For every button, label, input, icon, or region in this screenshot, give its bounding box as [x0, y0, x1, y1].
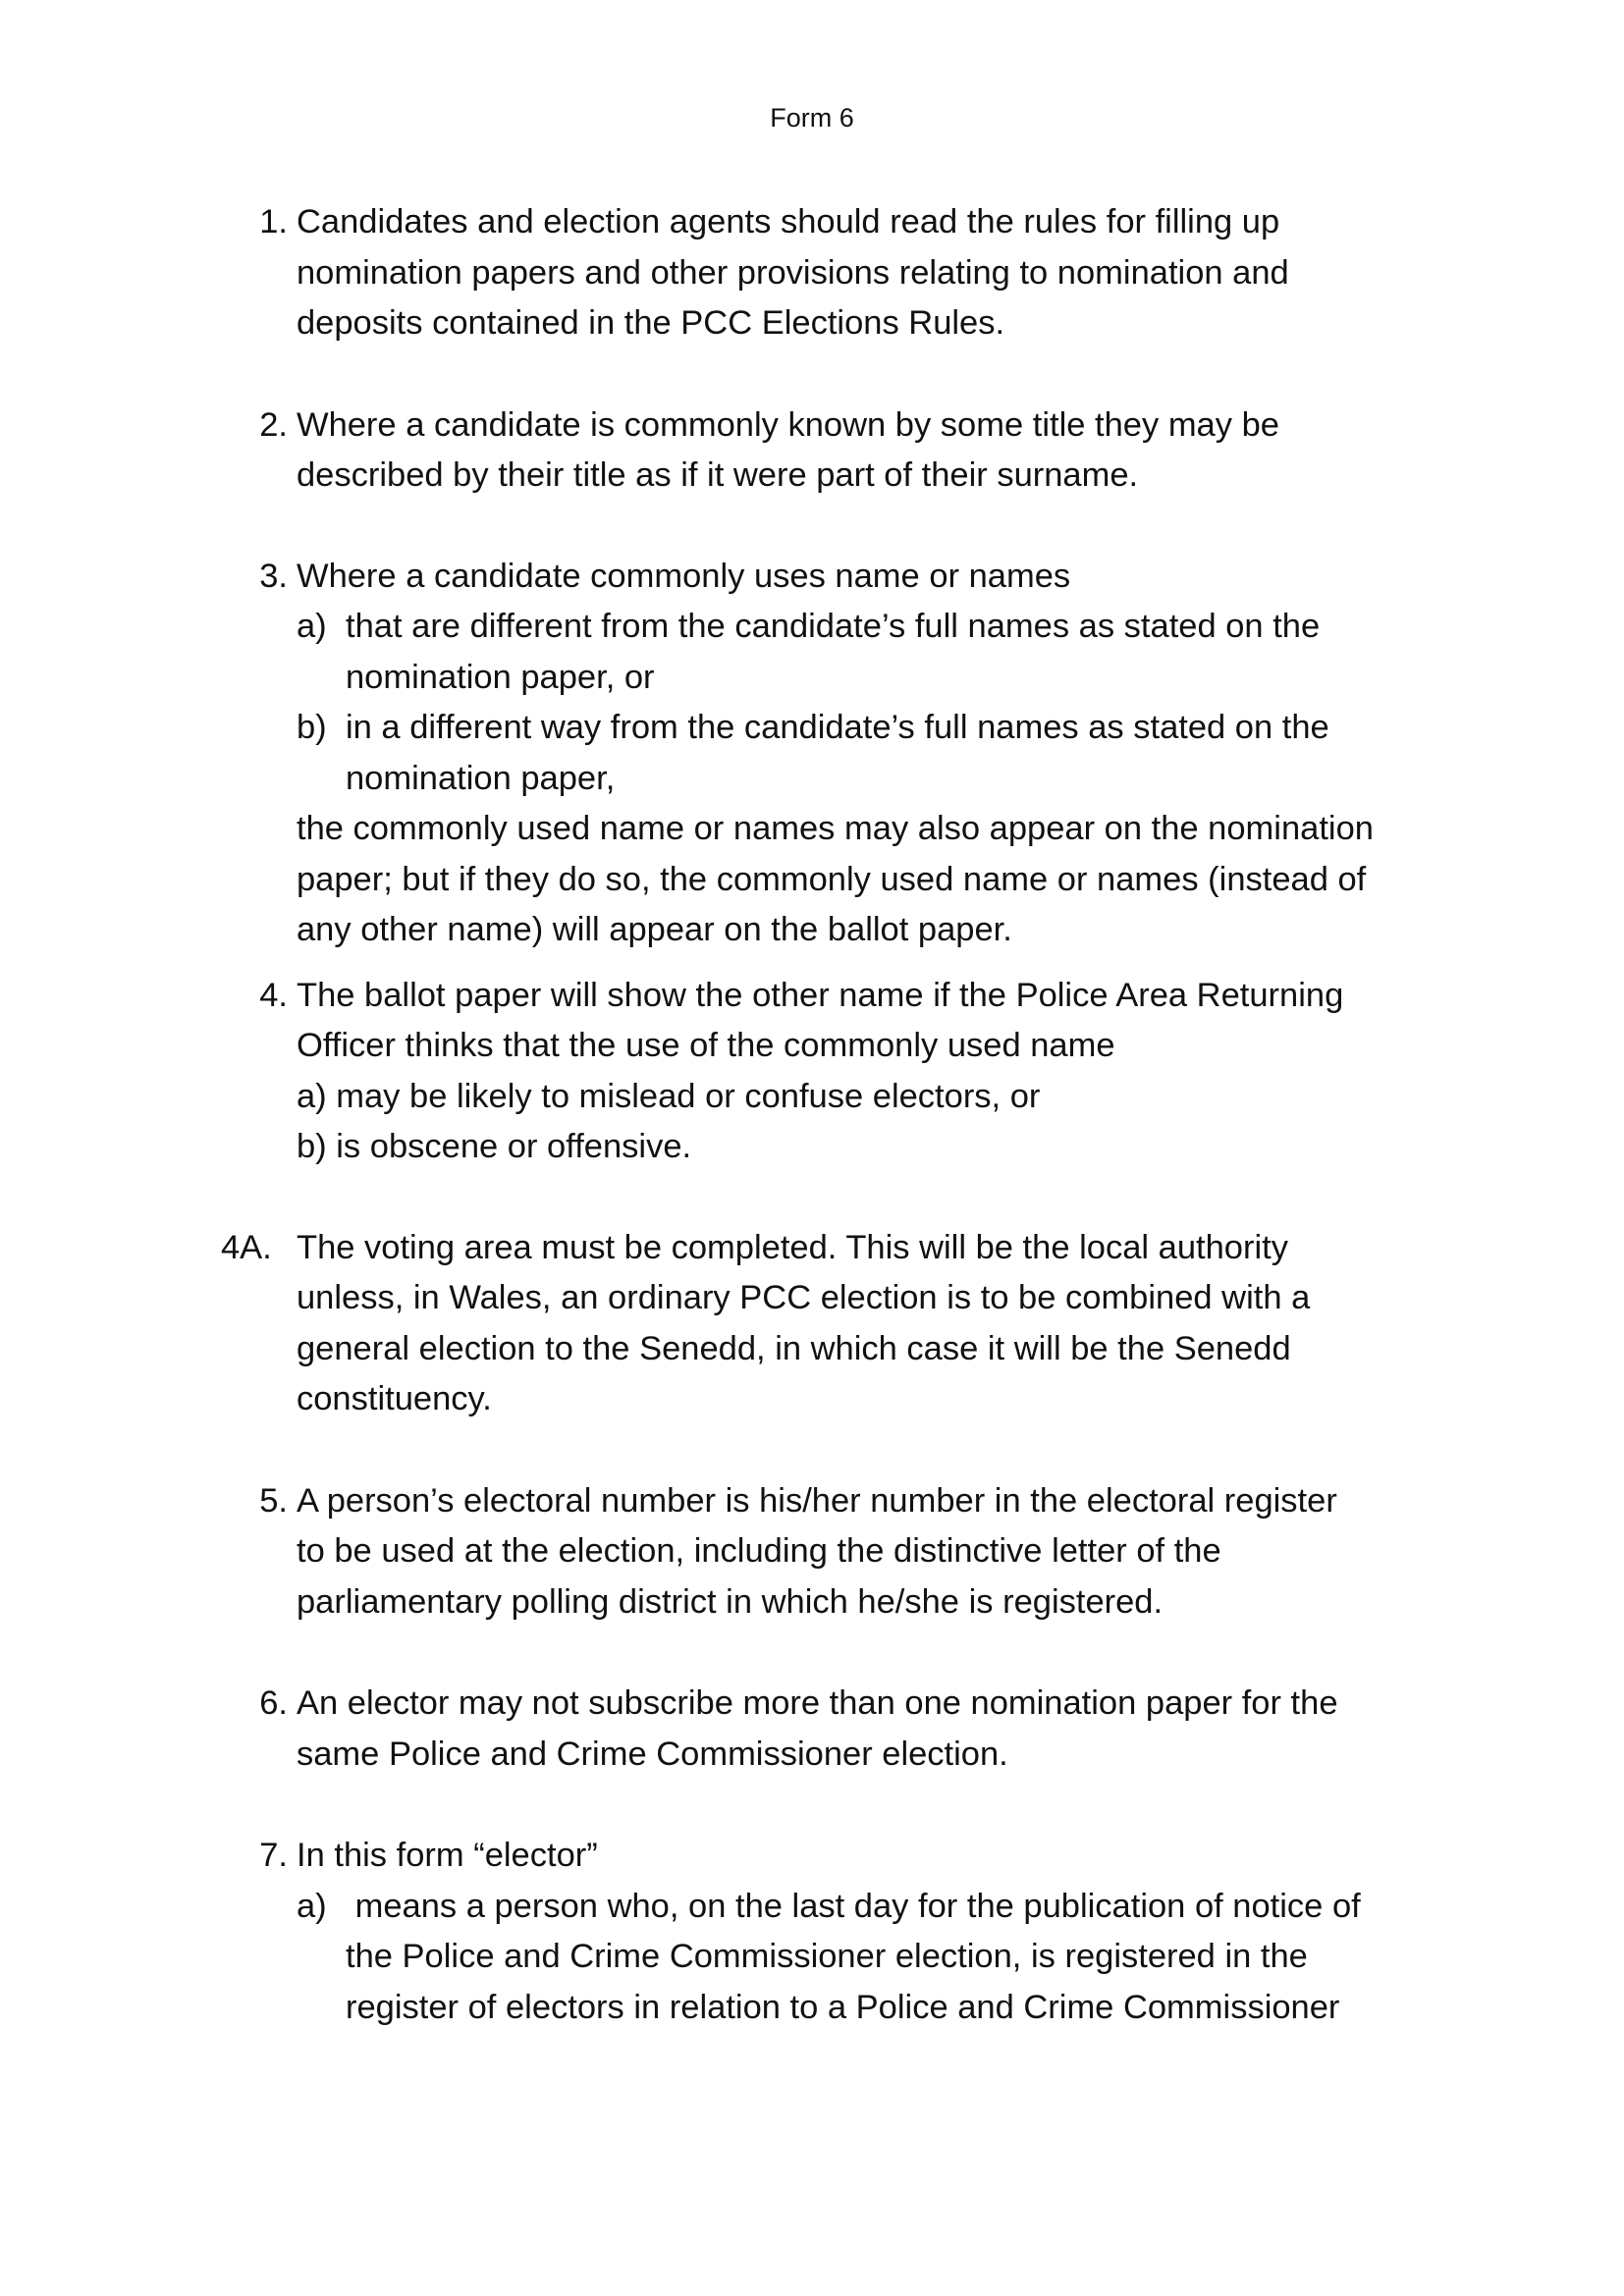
note-text-line: general election to the Senedd, in which case it will be the Senedd [297, 1329, 1291, 1367]
note-text-line: A person’s electoral number is his/her number in the electoral register [297, 1481, 1337, 1520]
subitem-text-line: means a person who, on the last day for the publication of notice of [346, 1887, 1361, 1925]
note-outro-line: any other name) will appear on the ballot paper. [297, 911, 1012, 948]
note-number: 4. [259, 976, 288, 1014]
note-text-line: The voting area must be completed. This will be the local authority [297, 1228, 1288, 1266]
subitem-text-line: nomination paper, [346, 759, 616, 797]
note-4 [231, 971, 1448, 1173]
subitem-text-line: nomination paper, or [346, 658, 655, 696]
note-6 [231, 1679, 1448, 1780]
note-text-line: The ballot paper will show the other name if the Police Area Returning [297, 976, 1344, 1014]
note-outro-line: the commonly used name or names may also appear on the nomination [297, 810, 1374, 847]
note-text-line: parliamentary polling district in which he/she is registered. [297, 1582, 1164, 1621]
note-subitem-a [297, 602, 1448, 703]
note-text-line: to be used at the election, including the distinctive letter of the [297, 1532, 1221, 1570]
form-title: Form 6 [770, 103, 854, 133]
note-text-line: described by their title as if it were part of their surname. [297, 456, 1139, 494]
note-5 [231, 1476, 1448, 1629]
note-text-line: Officer thinks that the use of the commonly used name [297, 1027, 1115, 1064]
subitem-text-line: register of electors in relation to a Police and Crime Commissioner [346, 1988, 1340, 2026]
note-text-line: nomination papers and other provisions relating to nomination and [297, 253, 1289, 292]
subitem-marker: a) [297, 1887, 327, 1925]
guidance-notes [221, 197, 1448, 2033]
note-text-line: constituency. [297, 1380, 492, 1417]
subitem-text-line: that are different from the candidate’s full names as stated on the [346, 608, 1321, 645]
note-text-line: b) is obscene or offensive. [297, 1128, 692, 1165]
note-text-line: Candidates and election agents should read the rules for filling up [297, 203, 1280, 240]
subitem-text-line: the Police and Crime Commissioner election, is registered in the [346, 1938, 1308, 1975]
note-number: 6. [259, 1684, 288, 1722]
note-1 [231, 197, 1448, 349]
note-text-line: unless, in Wales, an ordinary PCC election is to be combined with a [297, 1279, 1311, 1316]
note-number: 5. [259, 1481, 288, 1520]
subitem-text-line: in a different way from the candidate’s full names as stated on the [346, 709, 1329, 746]
note-number: 7. [259, 1837, 288, 1874]
note-text-line: a) may be likely to mislead or confuse electors, or [297, 1077, 1041, 1115]
subitem-marker: b) [297, 709, 327, 746]
note-intro: In this form “elector” [297, 1837, 598, 1874]
note-text-line: deposits contained in the PCC Elections Rules. [297, 304, 1005, 342]
note-number: 1. [259, 203, 288, 240]
subitem-marker: a) [297, 608, 327, 645]
note-3 [231, 552, 1448, 956]
note-number: 2. [259, 405, 288, 444]
note-4a [221, 1223, 1448, 1425]
note-outro-line: paper; but if they do so, the commonly used name or names (instead of [297, 860, 1367, 898]
note-7 [231, 1831, 1448, 2033]
note-subitem-a [297, 1882, 1448, 2034]
note-text-line: same Police and Crime Commissioner election. [297, 1735, 1008, 1773]
note-2 [231, 400, 1448, 502]
note-number: 3. [259, 557, 288, 595]
note-text-line: Where a candidate is commonly known by some title they may be [297, 405, 1279, 444]
note-intro: Where a candidate commonly uses name or names [297, 557, 1071, 595]
note-subitem-b [297, 703, 1448, 804]
note-text-line: An elector may not subscribe more than one nomination paper for the [297, 1684, 1338, 1722]
note-number: 4A. [221, 1228, 272, 1266]
